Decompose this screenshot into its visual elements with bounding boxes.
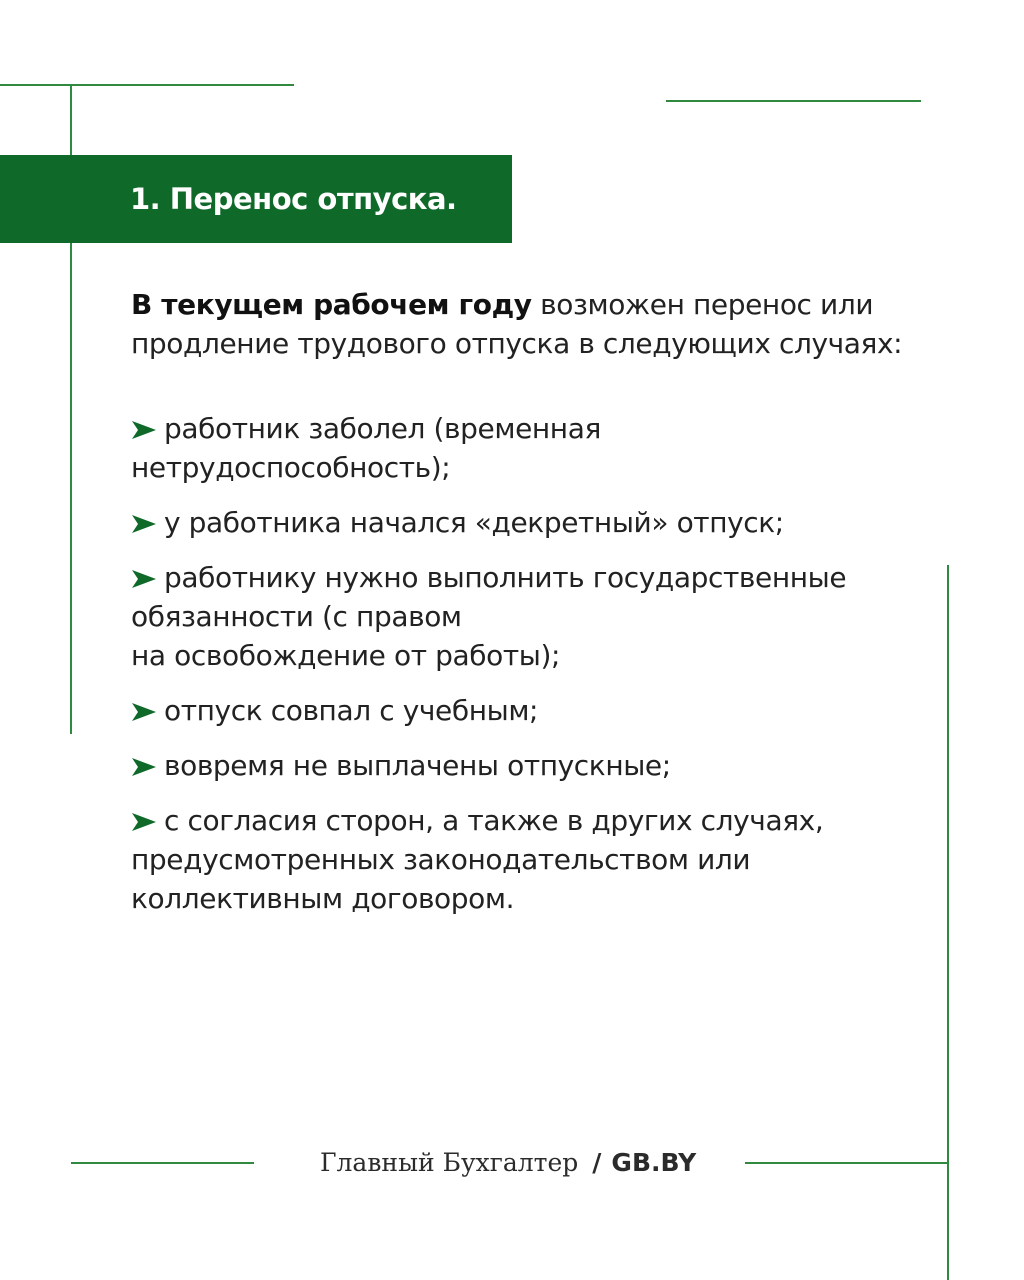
brand-separator: / xyxy=(592,1148,602,1177)
title-banner xyxy=(0,155,512,243)
arrowhead-bullet-icon xyxy=(131,757,157,777)
intro-rest: возможен перенос или продление трудового отпуска в следующих случаях: xyxy=(131,288,903,360)
brand-name: Главный Бухгалтер xyxy=(320,1148,579,1177)
list-item xyxy=(131,503,911,542)
arrowhead-bullet-icon xyxy=(131,420,157,440)
list-item-text: отпуск совпал с учебным; xyxy=(164,694,539,727)
footer-brand xyxy=(320,1143,696,1183)
list-item-text: у работника начался «декретный» отпуск; xyxy=(164,506,784,539)
arrowhead-bullet-icon xyxy=(131,514,157,534)
cases-list xyxy=(131,409,911,918)
brand-site: GB.BY xyxy=(611,1148,697,1177)
arrowhead-bullet-icon xyxy=(131,569,157,589)
list-item xyxy=(131,801,911,918)
intro-bold: В текущем рабочем году xyxy=(131,288,532,321)
list-item xyxy=(131,746,911,785)
intro-paragraph xyxy=(131,285,911,363)
list-item xyxy=(131,409,911,487)
arrowhead-bullet-icon xyxy=(131,702,157,722)
list-item-text: вовремя не выплачены отпускные; xyxy=(164,749,671,782)
decor-line-footer-left xyxy=(71,1162,254,1164)
list-item-text: работник заболел (временная нетрудоспособность); xyxy=(131,412,601,484)
decor-line-top-right xyxy=(666,100,921,102)
main-content xyxy=(131,285,911,934)
page-title: 1. Перенос отпуска. xyxy=(130,182,457,216)
arrowhead-bullet-icon xyxy=(131,812,157,832)
list-item-text: с согласия сторон, а также в других случаях, предусмотренных законодательством или коллективным договором. xyxy=(131,804,824,915)
list-item xyxy=(131,558,911,675)
decor-line-right-vertical xyxy=(947,565,949,1280)
decor-line-top-left xyxy=(0,84,294,86)
decor-line-footer-right xyxy=(745,1162,948,1164)
list-item xyxy=(131,691,911,730)
list-item-text: работнику нужно выполнить государственные обязанности (с правом на освобождение от работы); xyxy=(131,561,847,672)
